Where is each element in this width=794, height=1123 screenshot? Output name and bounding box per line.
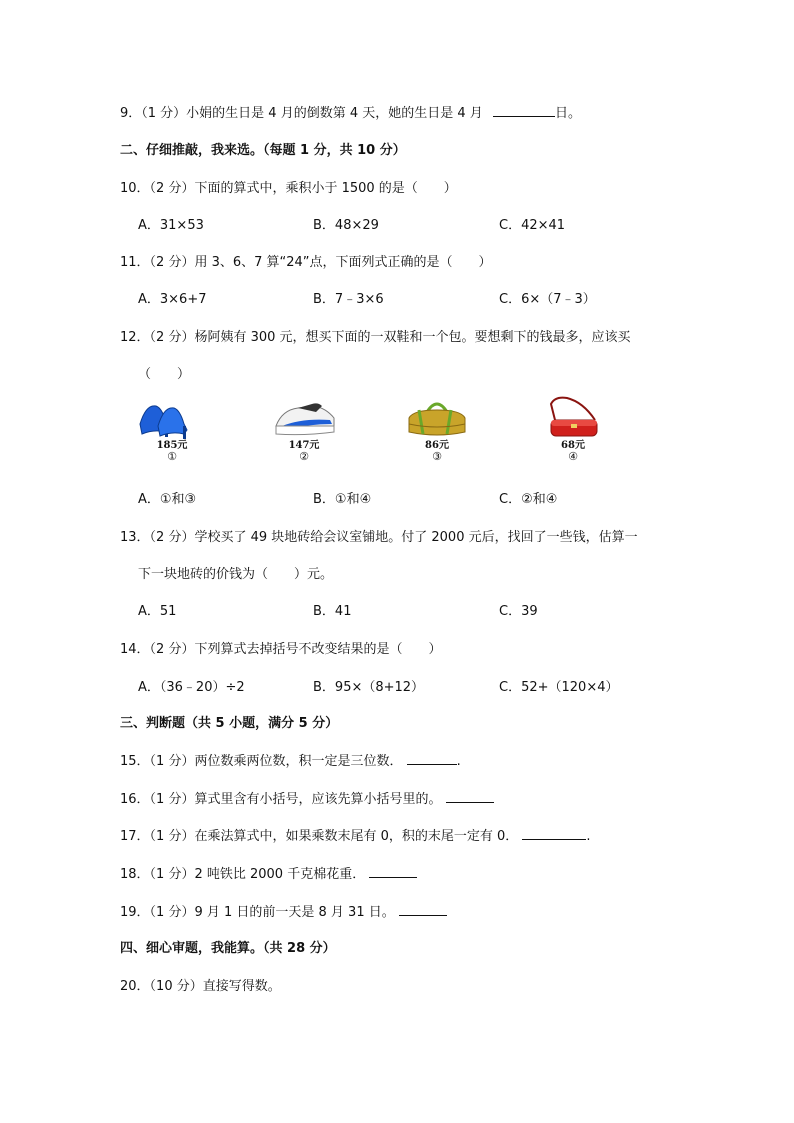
item-number: ①	[167, 450, 177, 463]
question-9	[120, 102, 581, 121]
option-b[interactable]: B．95×（8+12）	[313, 680, 425, 695]
option-b[interactable]: B．①和④	[313, 492, 372, 507]
answer-blank[interactable]	[399, 902, 447, 916]
question-17-tail: .	[586, 829, 591, 844]
duffel-bag-icon	[401, 396, 473, 440]
handbag-icon	[537, 396, 609, 440]
question-18	[120, 863, 417, 882]
option-a[interactable]: A．（36﹣20）÷2	[138, 680, 245, 695]
item-number: ③	[432, 450, 442, 463]
question-19-text: 19．（1 分）9 月 1 日的前一天是 8 月 31 日。	[120, 905, 395, 920]
question-11: 11．（2 分）用 3、6、7 算“24”点，下面列式正确的是（ ）	[120, 255, 492, 270]
section-4-heading: 四、细心审题，我能算。（共 28 分）	[120, 941, 336, 956]
option-c[interactable]: C．42×41	[499, 218, 566, 233]
question-17-text: 17．（1 分）在乘法算式中，如果乘数末尾有 0，积的末尾一定有 0．	[120, 829, 519, 844]
price-label: 147元	[288, 440, 320, 451]
question-13-continued: 下一块地砖的价钱为（ ）元。	[138, 567, 334, 582]
product-item	[397, 396, 477, 462]
option-a[interactable]: A．31×53	[138, 218, 204, 233]
sneakers-icon	[268, 396, 340, 440]
option-c[interactable]: C．39	[499, 604, 538, 619]
option-c[interactable]: C．②和④	[499, 492, 558, 507]
question-17	[120, 825, 591, 844]
answer-blank[interactable]	[493, 103, 555, 117]
answer-blank[interactable]	[522, 826, 586, 840]
item-number: ②	[299, 450, 309, 463]
question-9-text: 9．（1 分）小娟的生日是 4 月的倒数第 4 天，她的生日是 4 月	[120, 106, 483, 121]
option-c[interactable]: C．6×（7﹣3）	[499, 292, 596, 307]
price-label: 185元	[156, 440, 188, 451]
high-heels-icon	[136, 396, 208, 440]
option-a[interactable]: A．3×6+7	[138, 292, 207, 307]
question-9-tail: 日。	[554, 106, 581, 121]
question-19	[120, 901, 447, 920]
answer-blank[interactable]	[407, 751, 457, 765]
answer-paren: （ ）	[138, 367, 191, 382]
option-b[interactable]: B．48×29	[313, 218, 379, 233]
price-label: 68元	[561, 440, 585, 451]
option-a[interactable]: A．①和③	[138, 492, 197, 507]
question-10: 10．（2 分）下面的算式中，乘积小于 1500 的是（ ）	[120, 181, 457, 196]
option-c[interactable]: C．52+（120×4）	[499, 680, 619, 695]
section-3-heading: 三、判断题（共 5 小题，满分 5 分）	[120, 716, 339, 731]
question-18-text: 18．（1 分）2 吨铁比 2000 千克棉花重．	[120, 867, 366, 882]
product-item	[132, 396, 212, 462]
product-item	[264, 396, 344, 462]
section-2-heading: 二、仔细推敲，我来选。（每题 1 分，共 10 分）	[120, 143, 406, 158]
question-15	[120, 750, 461, 769]
question-16	[120, 788, 494, 807]
question-13: 13．（2 分）学校买了 49 块地砖给会议室铺地。付了 2000 元后，找回了一些钱，估算一	[120, 530, 638, 545]
option-b[interactable]: B．7﹣3×6	[313, 292, 384, 307]
item-number: ④	[568, 450, 578, 463]
question-15-tail: .	[456, 754, 461, 769]
option-a[interactable]: A．51	[138, 604, 177, 619]
price-label: 86元	[425, 440, 449, 451]
question-14: 14．（2 分）下列算式去掉括号不改变结果的是（ ）	[120, 642, 442, 657]
option-b[interactable]: B．41	[313, 604, 352, 619]
question-15-text: 15．（1 分）两位数乘两位数，积一定是三位数．	[120, 754, 403, 769]
product-item	[533, 396, 613, 462]
answer-blank[interactable]	[369, 864, 417, 878]
answer-blank[interactable]	[446, 789, 494, 803]
question-12: 12．（2 分）杨阿姨有 300 元，想买下面的一双鞋和一个包。要想剩下的钱最多，应该买	[120, 330, 631, 345]
question-16-text: 16．（1 分）算式里含有小括号，应该先算小括号里的。	[120, 792, 442, 807]
question-20: 20．（10 分）直接写得数。	[120, 979, 281, 994]
